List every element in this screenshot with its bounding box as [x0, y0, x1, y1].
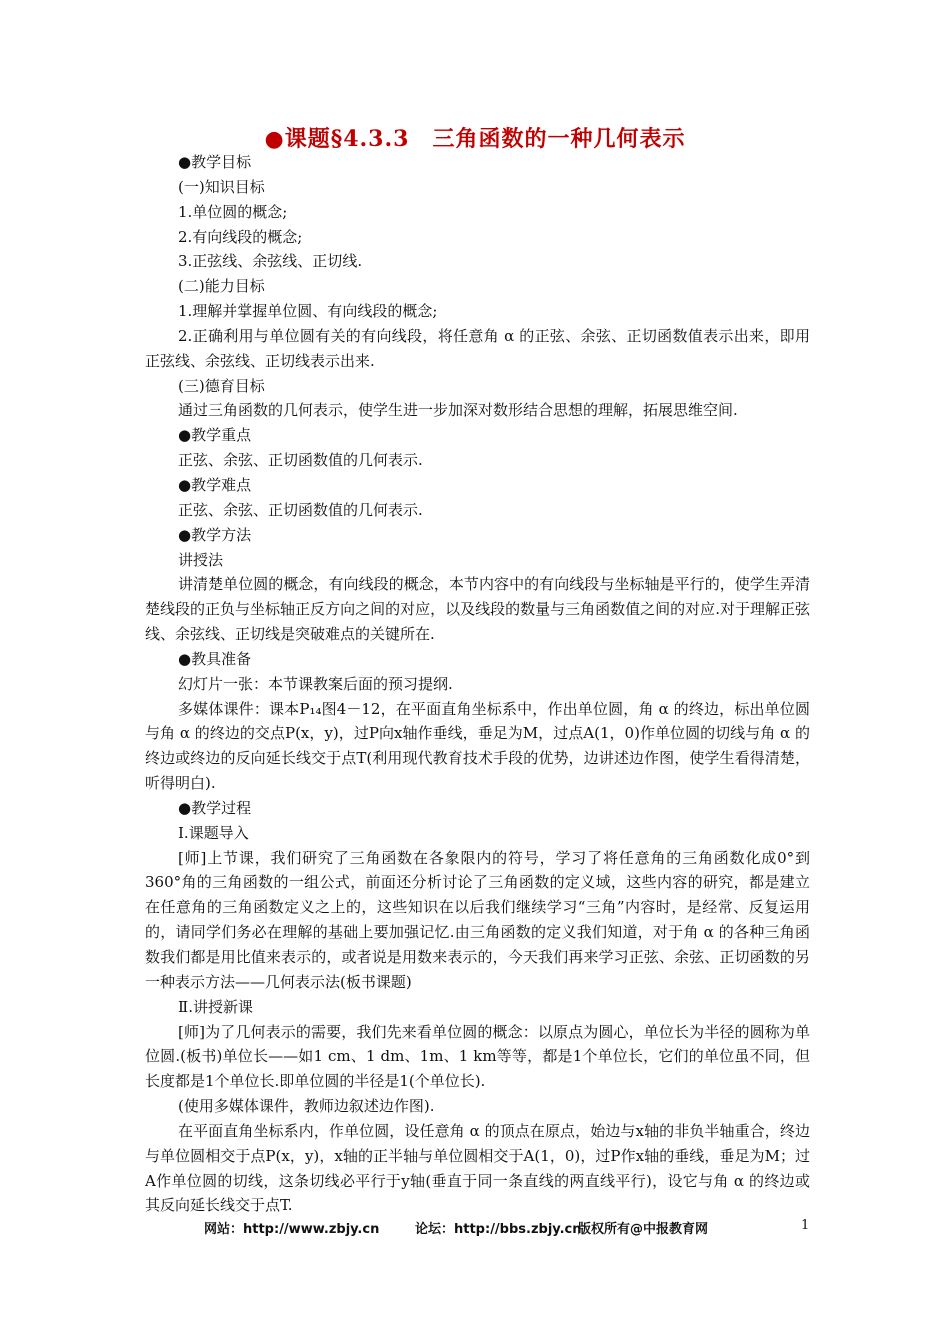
- paragraph: 在平面直角坐标系内，作单位圆，设任意角 α 的顶点在原点，始边与x轴的非负半轴重合，终边与单位圆相交于点P(x，y)，x轴的正半轴与单位圆相交于A(1，0)，过P作x轴的垂线，垂足为M；过A作单位圆的切线，这条切线必平行于y轴(垂直于同一条直线的两直线平行)，设它与角 α 的终边或其反向延长线交于点T.: [145, 1121, 810, 1215]
- lesson-title: ●课题§4.3.3 三角函数的一种几何表示: [264, 126, 686, 152]
- footer-website: 网站：http://www.zbjy.cn: [204, 1222, 380, 1237]
- paragraph: (二)能力目标: [178, 277, 265, 296]
- paragraph: 3.正弦线、余弦线、正切线.: [178, 252, 363, 271]
- paragraph: ●教具准备: [178, 649, 252, 668]
- paragraph: ●教学目标: [178, 153, 252, 171]
- paragraph: 讲授法: [178, 550, 224, 569]
- paragraph: ●教学重点: [178, 426, 252, 445]
- page-footer: [0, 1218, 950, 1240]
- paragraph: 通过三角函数的几何表示，使学生进一步加深对数形结合思想的理解，拓展思维空间.: [178, 401, 738, 420]
- paragraph: Ⅱ.讲授新课: [178, 997, 253, 1016]
- paragraph: (一)知识目标: [178, 177, 265, 196]
- paragraph: 2.正确利用与单位圆有关的有向线段，将任意角 α 的正弦、余弦、正切函数值表示出来，即用正弦线、余弦线、正切线表示出来.: [145, 326, 810, 370]
- paragraph: [师]为了几何表示的需要，我们先来看单位圆的概念：以原点为圆心，单位长为半径的圆称为单位圆.(板书)单位长——如1 cm、1 dm、1m、1 km等等，都是1个单位长，它们的单位虽不同，但长度都是1个单位长.即单位圆的半径是1(个单位长).: [145, 1022, 810, 1091]
- footer-copyright: 版权所有@中报教育网: [578, 1222, 709, 1237]
- paragraph: 2.有向线段的概念;: [178, 227, 303, 246]
- paragraph: 正弦、余弦、正切函数值的几何表示.: [178, 451, 423, 470]
- paragraph: 1.单位圆的概念;: [178, 202, 288, 221]
- document-body: [145, 150, 810, 1218]
- paragraph: Ⅰ.课题导入: [178, 823, 249, 842]
- page-number: 1: [801, 1218, 810, 1233]
- paragraph: 多媒体课件：课本P₁₄图4－12，在平面直角坐标系中，作出单位圆，角 α 的终边，标出单位圆与角 α 的终边的交点P(x，y)，过P向x轴作垂线，垂足为M，过点A(1，0)作单位圆的切线与角 α 的终边或终边的反向延长线交于点T(利用现代教育技术手段的优势，边讲述边作图，使学生看得清楚，听得明白).: [145, 699, 810, 793]
- paragraph: 正弦、余弦、正切函数值的几何表示.: [178, 500, 423, 519]
- paragraph: (使用多媒体课件，教师边叙述边作图).: [178, 1097, 435, 1116]
- paragraph: (三)德育目标: [178, 376, 265, 395]
- paragraph: 讲清楚单位圆的概念，有向线段的概念，本节内容中的有向线段与坐标轴是平行的，使学生弄清楚线段的正负与坐标轴正反方向之间的对应，以及线段的数量与三角函数值之间的对应.对于理解正弦线、余弦线、正切线是突破难点的关键所在.: [145, 575, 810, 644]
- paragraph: 幻灯片一张：本节课教案后面的预习提纲.: [178, 674, 453, 693]
- paragraph: [师]上节课，我们研究了三角函数在各象限内的符号，学习了将任意角的三角函数化成0°到360°角的三角函数的一组公式，前面还分析讨论了三角函数的定义域，这些内容的研究，都是建立在任意角的三角函数定义之上的，这些知识在以后我们继续学习“三角”内容时，是经常、反复运用的，请同学们务必在理解的基础上要加强记忆.由三角函数的定义我们知道，对于角 α 的各种三角函数我们都是用比值来表示的，或者说是用数来表示的，今天我们再来学习正弦、余弦、正切函数的另一种表示方法——几何表示法(板书课题): [145, 848, 810, 991]
- paragraph: ●教学过程: [178, 798, 252, 817]
- footer-forum: 论坛：http://bbs.zbjy.cn: [415, 1222, 582, 1237]
- paragraph: ●教学难点: [178, 475, 252, 494]
- paragraph: ●教学方法: [178, 525, 252, 544]
- paragraph: 1.理解并掌握单位圆、有向线段的概念;: [178, 302, 438, 321]
